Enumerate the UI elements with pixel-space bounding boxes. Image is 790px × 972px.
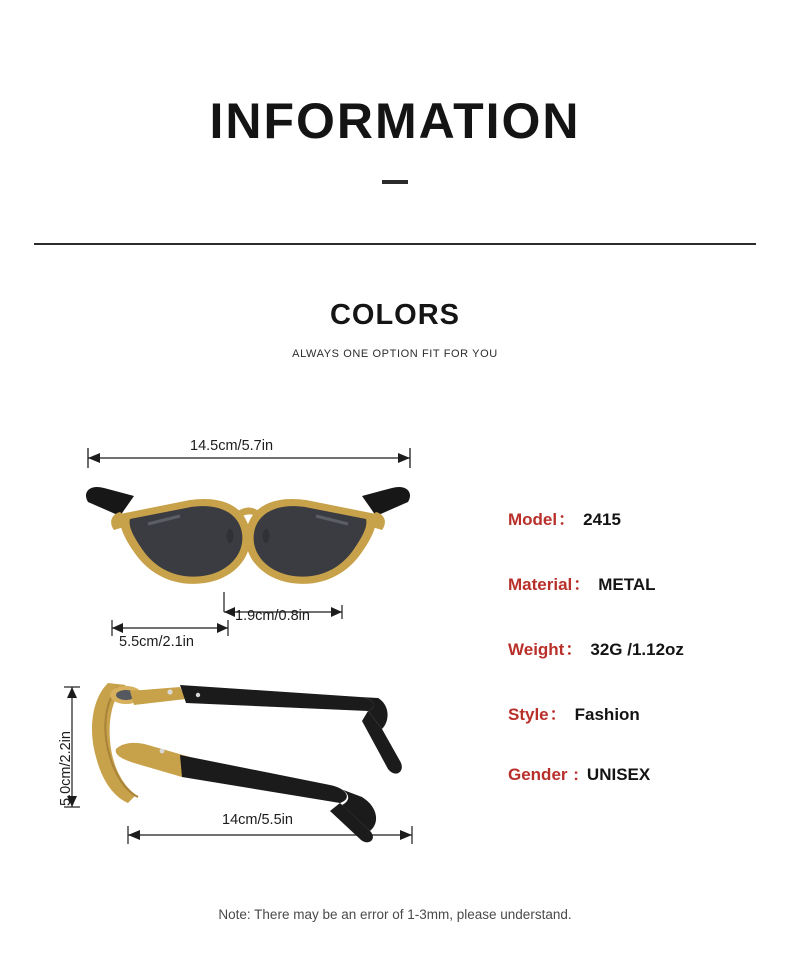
dimension-lens-width: 1.9cm/0.8in — [235, 608, 310, 624]
page-title: INFORMATION — [209, 93, 581, 149]
colors-subheading: ALWAYS ONE OPTION FIT FOR YOU — [292, 348, 498, 360]
dimension-temple-length: 14cm/5.5in — [222, 812, 293, 828]
spec-label-material: Material — [508, 575, 573, 594]
spec-value-material: METAL — [598, 575, 656, 594]
dimension-front-height: 5.5cm/2.1in — [119, 634, 194, 650]
colors-heading: COLORS — [329, 299, 461, 331]
spec-value-style: Fashion — [574, 705, 640, 724]
spec-row-style — [508, 700, 773, 725]
spec-label-style: Style — [508, 705, 549, 724]
spec-value-weight: 32G /1.12oz — [590, 640, 684, 659]
spec-label-model: Model — [508, 510, 558, 529]
spec-label-weight: Weight — [508, 640, 565, 659]
spec-label-gender: Gender — [508, 765, 568, 784]
footer-note: Note: There may be an error of 1-3mm, please understand. — [218, 907, 572, 922]
spec-list — [508, 505, 773, 825]
spec-separator-style: ： — [549, 705, 567, 724]
spec-value-model: 2415 — [583, 510, 621, 529]
spec-row-weight — [508, 635, 773, 660]
spec-separator-model: ： — [558, 510, 576, 529]
spec-separator-material: ： — [573, 575, 591, 594]
horizontal-divider — [34, 243, 756, 245]
spec-row-material — [508, 570, 773, 595]
sunglasses-front-view-image — [60, 440, 480, 660]
spec-separator-weight: ： — [565, 640, 583, 659]
dimension-front-width: 14.5cm/5.7in — [190, 438, 274, 454]
spec-separator-gender: : — [568, 765, 579, 784]
short-dash-divider-icon — [382, 180, 408, 184]
spec-row-gender — [508, 765, 773, 785]
spec-row-model — [508, 505, 773, 530]
dimension-side-height: 5.0cm/2.2in — [58, 731, 74, 806]
spec-value-gender: UNISEX — [586, 765, 651, 784]
